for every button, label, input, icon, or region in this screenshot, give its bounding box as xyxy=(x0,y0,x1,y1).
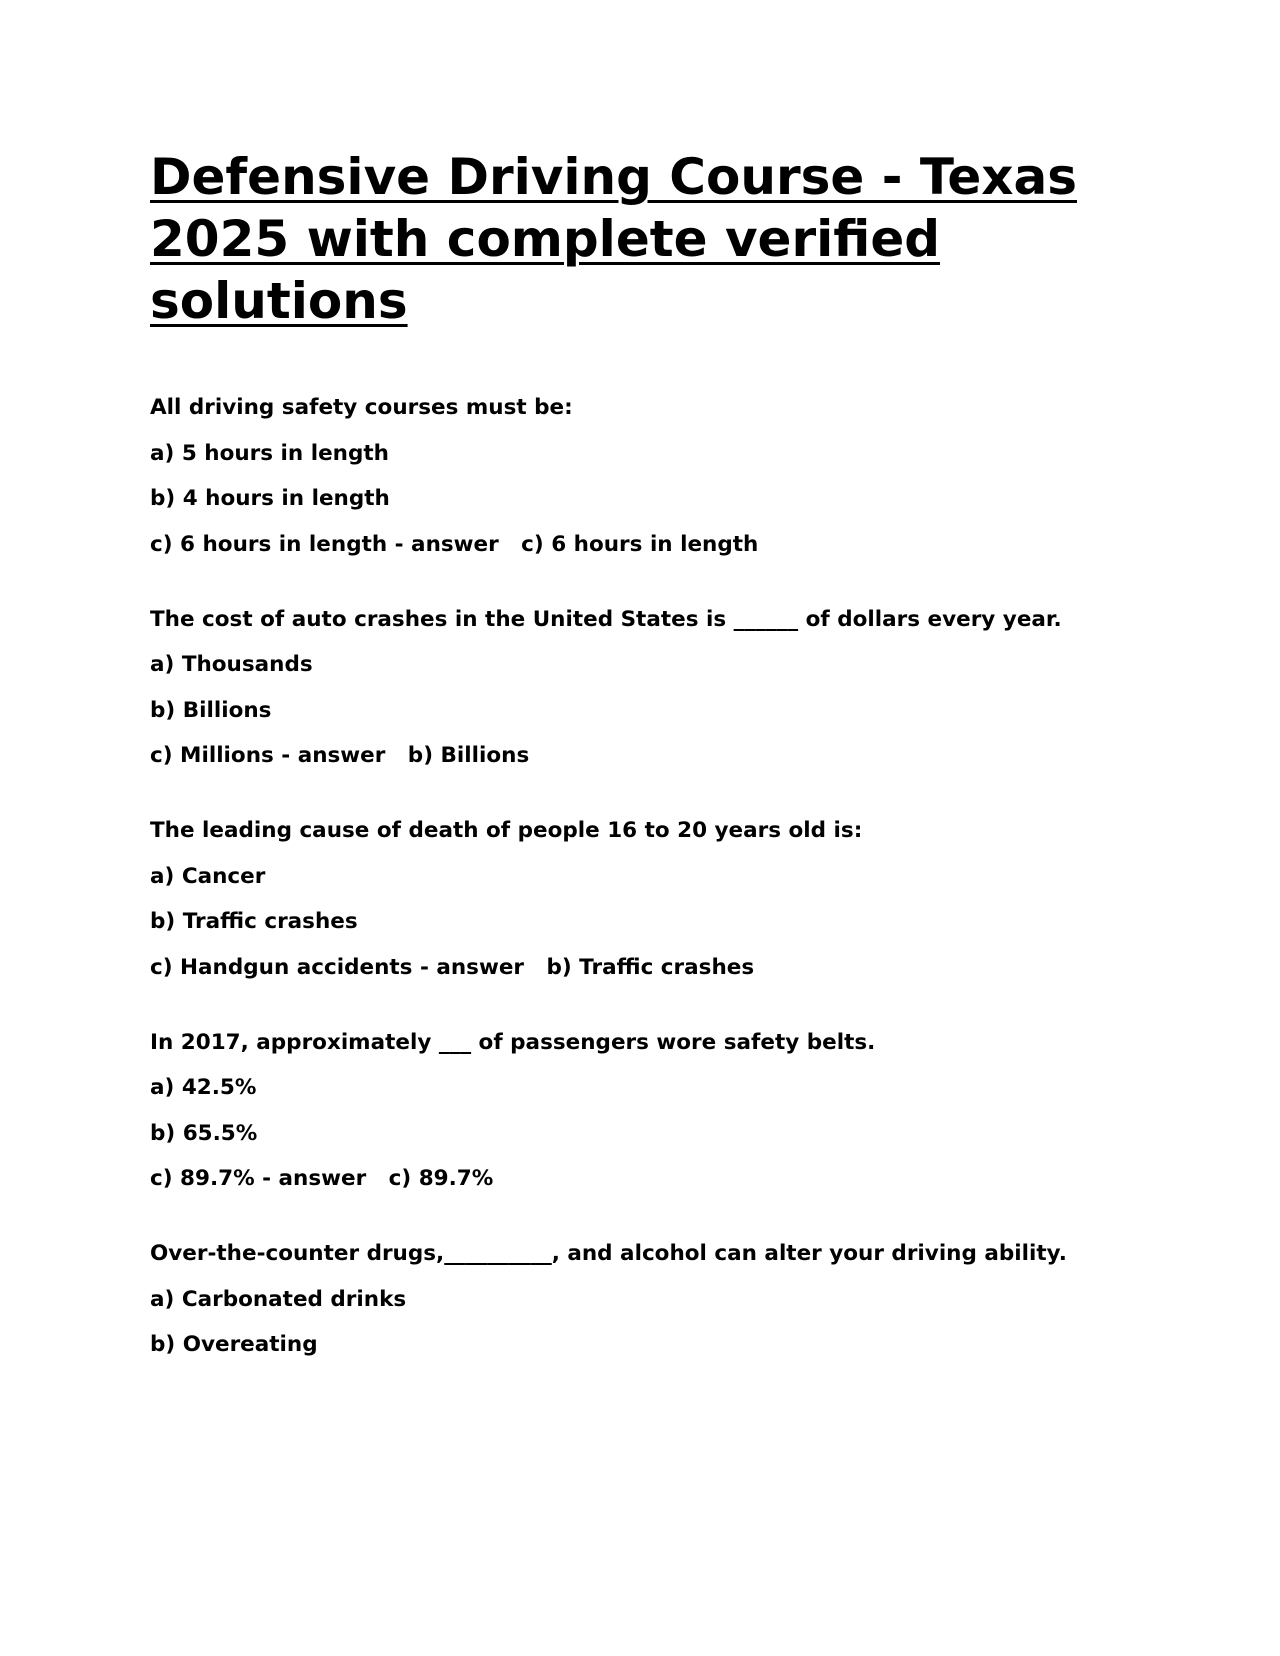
option-b: b) Overeating xyxy=(150,1332,318,1357)
document-title xyxy=(150,146,1110,332)
option-a: a) Cancer xyxy=(150,863,266,889)
option-c-with-answer: c) 89.7% - answer c) 89.7% xyxy=(150,1166,494,1191)
option-c-with-answer: c) 6 hours in length - answer c) 6 hours in length xyxy=(150,531,759,557)
option-c-with-answer: c) Millions - answer b) Billions xyxy=(150,743,530,768)
option-b: b) Billions xyxy=(150,697,272,723)
option-b: b) Traffic crashes xyxy=(150,909,358,934)
option-a: a) 42.5% xyxy=(150,1075,257,1100)
option-a: a) 5 hours in length xyxy=(150,440,389,466)
question-block-4 xyxy=(150,1029,1150,1194)
question-block-5 xyxy=(150,1240,1150,1359)
option-b: b) 4 hours in length xyxy=(150,486,390,511)
document-title-text: Defensive Driving Course - Texas 2025 with complete verified solutions xyxy=(150,148,1077,330)
option-b: b) 65.5% xyxy=(150,1120,258,1146)
option-c-with-answer: c) Handgun accidents - answer b) Traffic crashes xyxy=(150,954,755,980)
document-page xyxy=(150,146,1150,1406)
question-text: Over-the-counter drugs,__________, and alcohol can alter your driving ability. xyxy=(150,1241,1067,1266)
question-block-1 xyxy=(150,394,1150,559)
option-a: a) Thousands xyxy=(150,652,313,677)
question-text: All driving safety courses must be: xyxy=(150,395,573,420)
option-a: a) Carbonated drinks xyxy=(150,1286,407,1312)
question-text: The leading cause of death of people 16 to 20 years old is: xyxy=(150,818,863,843)
question-text: The cost of auto crashes in the United States is ______ of dollars every year. xyxy=(150,606,1062,632)
question-block-3 xyxy=(150,817,1150,982)
question-block-2 xyxy=(150,606,1150,771)
question-text: In 2017, approximately ___ of passengers wore safety belts. xyxy=(150,1029,876,1055)
